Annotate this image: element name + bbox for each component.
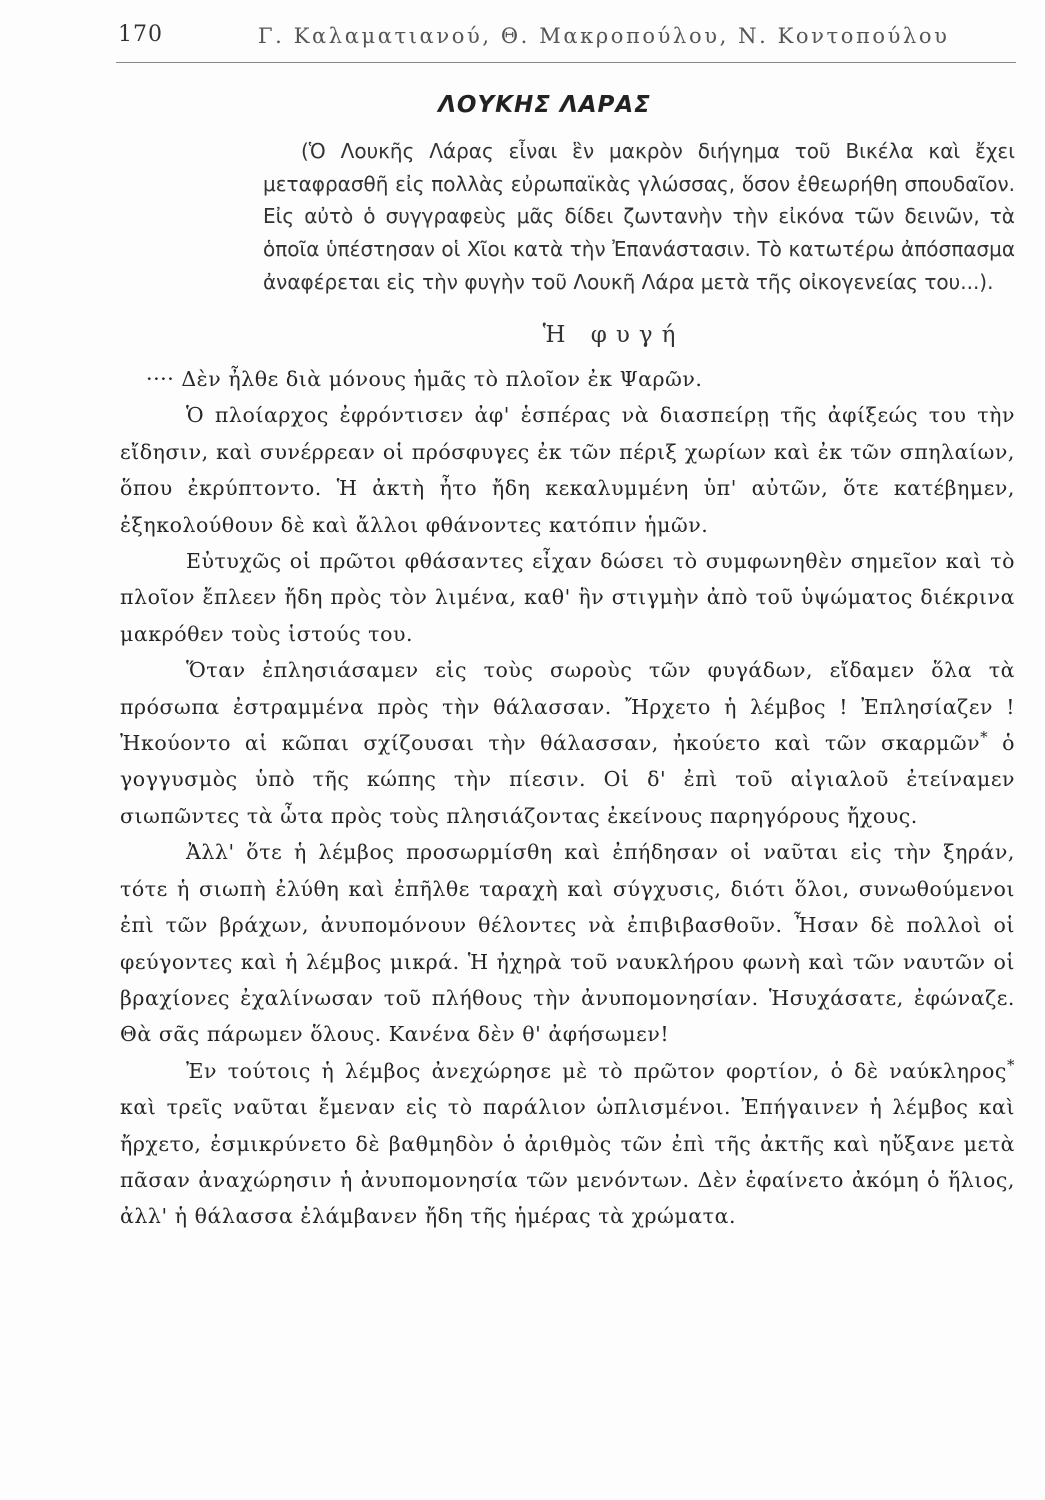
paragraph-6-part-2: καὶ τρεῖς ναῦται ἔμεναν εἰς τὸ παράλιον ὡπλισμένοι. Ἐπήγαινεν ἡ λέμβος καὶ ἤρχετο, ἐσμικρύνετο δὲ βαθμηδὸν ὁ ἀριθμὸς τῶν ἐπὶ τῆς ἀκτῆς καὶ ηὔξανε μετὰ πᾶσαν ἀναχώρησιν ἡ ἀνυπομονησία τῶν μενόντων. Δὲν ἐφαίνετο ἀκόμη ὁ ἥλιος, ἀλλ' ἡ θάλασσα ἐλάμβανεν ἤδη τῆς ἡμέρας τὰ χρώματα.	[120, 1095, 1015, 1229]
section-title: Ἡ φυγή	[542, 322, 685, 348]
footnote-mark: *	[980, 728, 989, 747]
paragraph-4-part-2: ὁ γογγυσμὸς ὑπὸ τῆς κώπης τὴν πίεσιν. Οἱ δ' ἐπὶ τοῦ αἰγιαλοῦ ἐτείναμεν σιωπῶντες τὰ ὦτα πρὸς τοὺς πλησιάζοντας ἐκείνους παρηγόρους ἤχους.	[120, 731, 1015, 828]
chapter-title: ΛΟΥΚΗΣ ΛΑΡΑΣ	[438, 92, 651, 118]
header-authors: Γ. Καλαματιανού, Θ. Μακροπούλου, Ν. Κοντοπούλου	[258, 24, 950, 48]
paragraph-6	[120, 1053, 1015, 1235]
footnote-mark: *	[1006, 1055, 1015, 1074]
paragraph-3: Εὐτυχῶς οἱ πρῶτοι φθάσαντες εἶχαν δώσει τὸ συμφωνηθὲν σημεῖον καὶ τὸ πλοῖον ἔπλεεν ἤδη πρὸς τὸν λιμένα, καθ' ἣν στιγμὴν ἀπὸ τοῦ ὑψώματος διέκρινα μακρόθεν τοὺς ἱστούς του.	[120, 549, 1015, 646]
paragraph-5: Ἀλλ' ὅτε ἡ λέμβος προσωρμίσθη καὶ ἐπήδησαν οἱ ναῦται εἰς τὴν ξηράν, τότε ἡ σιωπὴ ἐλύθη καὶ ἐπῆλθε ταραχὴ καὶ σύγχυσις, διότι ὅλοι, συνωθούμενοι ἐπὶ τῶν βράχων, ἀνυπομόνουν θέλοντες νὰ ἐπιβιβασθοῦν. Ἦσαν δὲ πολλοὶ οἱ φεύγοντες καὶ ἡ λέμβος μικρά. Ἡ ἠχηρὰ τοῦ ναυκλήρου φωνὴ καὶ τῶν ναυτῶν οἱ βραχίονες ἐχαλίνωσαν τοῦ πλήθους τὴν ἀνυπομονησίαν. Ἡσυχάσατε, ἐφώναζε. Θὰ σᾶς πάρωμεν ὅλους. Κανένα δὲν θ' ἀφήσωμεν!	[120, 840, 1015, 1047]
page-number: 170	[118, 22, 163, 47]
intro-paragraph: (Ὁ Λουκῆς Λάρας εἶναι ἓν μακρὸν διήγημα τοῦ Βικέλα καὶ ἔχει μεταφρασθῆ εἰς πολλὰς εὐρωπαϊκὰς γλώσσας, ὅσον ἐθεωρήθη σπουδαῖον. Εἰς αὐτὸ ὁ συγγραφεὺς μᾶς δίδει ζωντανὴν τὴν εἰκόνα τῶν δεινῶν, τὰ ὁποῖα ὑπέστησαν οἱ Χῖοι κατὰ τὴν Ἐπανάστασιν. Τὸ κατωτέρω ἀπόσπασμα ἀναφέρεται εἰς τὴν φυγὴν τοῦ Λουκῆ Λάρα μετὰ τῆς οἰκογενείας του...).	[263, 139, 1015, 294]
paragraph-6-part-1: Ἐν τούτοις ἡ λέμβος ἀνεχώρησε μὲ τὸ πρῶτον φορτίον, ὁ δὲ ναύκληρος	[186, 1058, 1007, 1083]
paragraph-4	[120, 652, 1015, 834]
paragraph-1: ···· Δὲν ἦλθε διὰ μόνους ἡμᾶς τὸ πλοῖον ἐκ Ψαρῶν.	[146, 367, 703, 391]
paragraph-2: Ὁ πλοίαρχος ἐφρόντισεν ἀφ' ἑσπέρας νὰ διασπείρῃ τῆς ἀφίξεώς του τὴν εἴδησιν, καὶ συνέρρεαν οἱ πρόσφυγες ἐκ τῶν πέριξ χωρίων καὶ ἐκ τῶν σπηλαίων, ὅπου ἐκρύπτοντο. Ἡ ἀκτὴ ἦτο ἤδη κεκαλυμμένη ὑπ' αὐτῶν, ὅτε κατέβημεν, ἐξηκολούθουν δὲ καὶ ἄλλοι φθάνοντες κατόπιν ἡμῶν.	[120, 403, 1015, 537]
intro-note	[263, 135, 1015, 299]
running-header	[0, 12, 1045, 62]
paragraph-4-part-1: Ὅταν ἐπλησιάσαμεν εἰς τοὺς σωροὺς τῶν φυγάδων, εἴδαμεν ὅλα τὰ πρόσωπα ἐστραμμένα πρὸς τὴν θάλασσαν. Ἤρχετο ἡ λέμβος ! Ἐπλησίαζεν ! Ἠκούοντο αἱ κῶπαι σχίζουσαι τὴν θάλασσαν, ἠκούετο καὶ τῶν σκαρμῶν	[120, 658, 1015, 756]
header-rule	[116, 62, 1016, 63]
story-text	[120, 361, 1015, 1235]
